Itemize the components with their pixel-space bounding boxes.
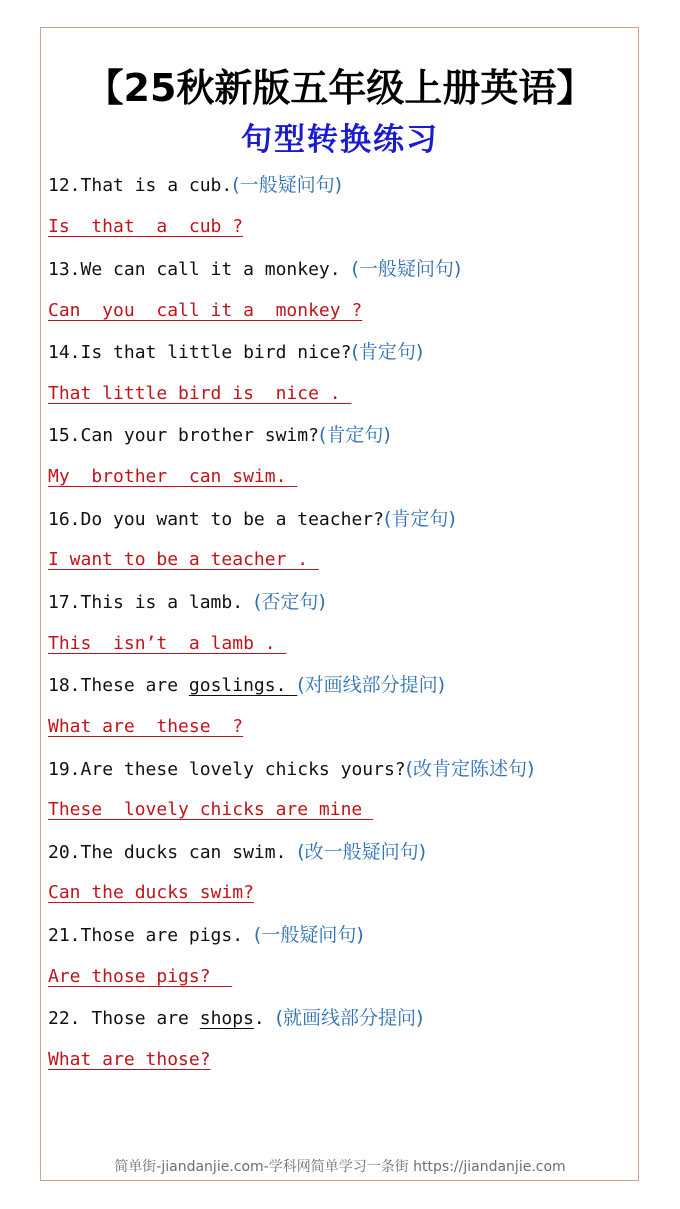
instruction-note: (一般疑问句) [232,174,343,196]
question-line [48,172,342,199]
question-line [48,339,423,366]
question-text-tail: . [253,1008,276,1029]
question-number: 12. [48,175,81,196]
question-number: 18. [48,675,81,696]
answer-line: Are those pigs? [48,966,233,987]
question-number: 15. [48,425,81,446]
question-text: Those are pigs. [80,925,254,946]
answer-line: Is that a cub ? [48,216,244,237]
question-text: Is that little bird nice? [80,342,352,363]
underlined-text: shops [199,1008,254,1029]
footer-watermark: 简单街-jiandanjie.com-学科网简单学习一条街 https://jiandanjie.com [114,1159,566,1175]
instruction-note: (对画线部分提问) [297,674,446,696]
question-number: 21. [48,925,81,946]
instruction-note: (改肯定陈述句) [405,758,535,780]
question-text: Are these lovely chicks yours? [80,759,406,780]
instruction-note: (一般疑问句) [253,924,364,946]
question-text: This is a lamb. [80,592,254,613]
instruction-note: (肯定句) [351,341,424,363]
question-number: 13. [48,259,81,280]
instruction-note: (一般疑问句) [351,258,462,280]
answer-line: My brother can swim. [48,466,298,487]
instruction-note: (改一般疑问句) [297,841,427,863]
question-text: Do you want to be a teacher? [80,509,384,530]
question-text: That is a cub. [80,175,233,196]
answer-line: This isn’t a lamb . [48,633,287,654]
question-line [48,589,326,616]
question-text: The ducks can swim. [80,842,298,863]
instruction-note: (就画线部分提问) [275,1007,424,1029]
question-line [48,422,391,449]
question-number: 19. [48,759,81,780]
question-line [48,839,426,866]
question-text: Those are [80,1008,200,1029]
question-text: Can your brother swim? [80,425,319,446]
question-line [48,256,461,283]
question-line [48,506,456,533]
question-number: 20. [48,842,81,863]
answer-line: I want to be a teacher . [48,549,319,570]
page-title: 【25秋新版五年级上册英语】 [85,66,595,110]
underlined-text: goslings. [188,675,298,696]
question-text: These are [80,675,189,696]
instruction-note: (否定句) [253,591,326,613]
question-line [48,1005,423,1032]
question-number: 22. [48,1008,81,1029]
instruction-note: (肯定句) [383,508,456,530]
question-number: 16. [48,509,81,530]
answer-line: That little bird is nice . [48,383,352,404]
instruction-note: (肯定句) [318,424,391,446]
question-line [48,672,445,699]
question-line [48,756,534,783]
answer-line: What are these ? [48,716,244,737]
answer-line: Can you call it a monkey ? [48,300,363,321]
question-number: 17. [48,592,81,613]
question-text: We can call it a monkey. [80,259,352,280]
question-line [48,922,364,949]
page-subtitle: 句型转换练习 [241,122,439,158]
answer-line: These lovely chicks are mine [48,799,374,820]
answer-line: Can the ducks swim? [48,882,254,903]
answer-line: What are those? [48,1049,211,1070]
question-number: 14. [48,342,81,363]
